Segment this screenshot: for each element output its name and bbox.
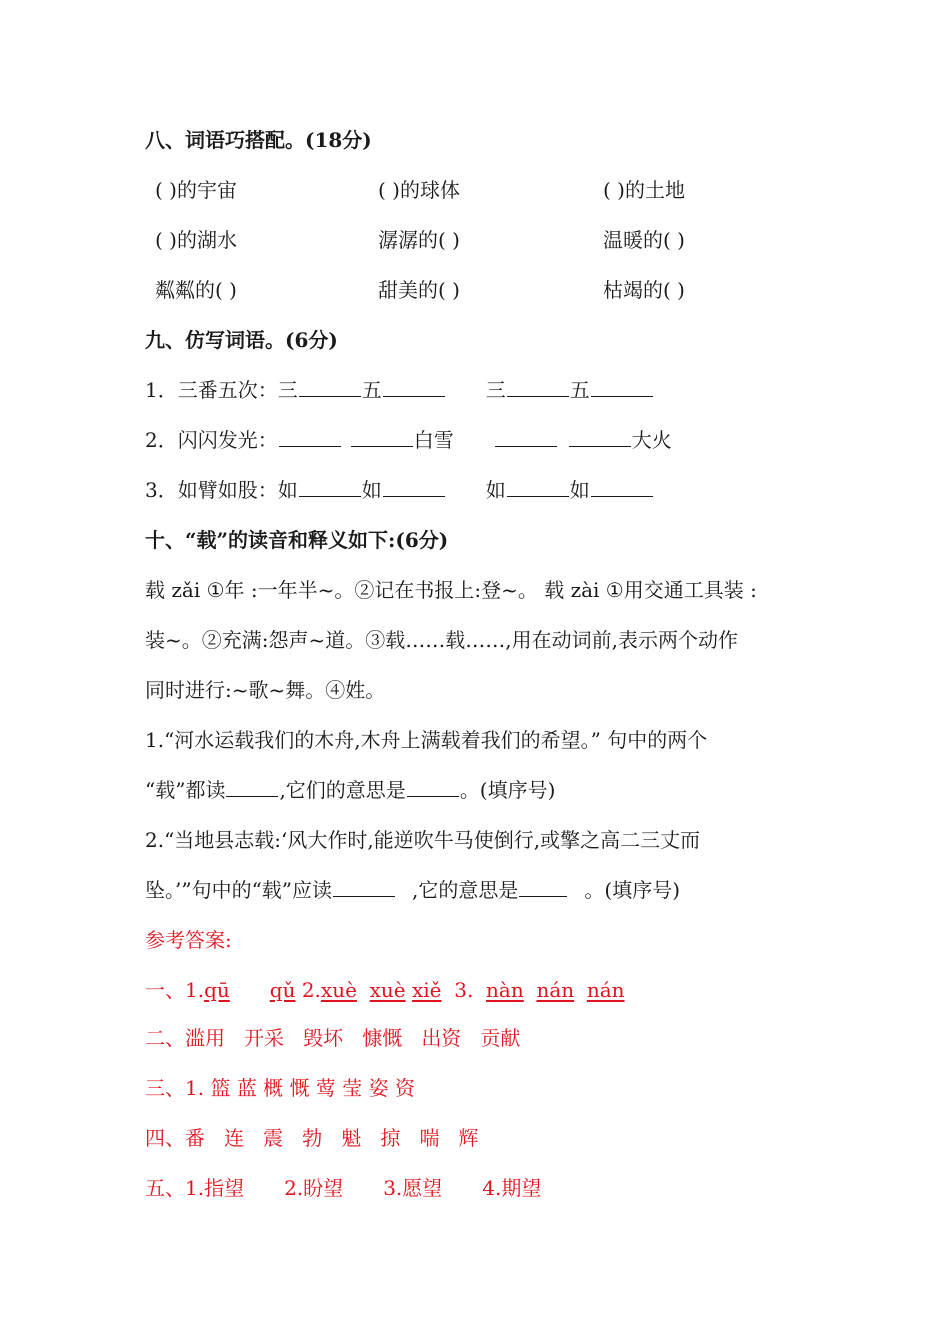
text: 。(填序号) (584, 878, 680, 902)
answer-char: 喘 (419, 1126, 440, 1150)
answer-blank[interactable] (383, 376, 445, 397)
answer-5 (145, 1174, 541, 1202)
q1-label: 1．三番五次： (145, 378, 278, 402)
answer-char: 蓝 (236, 1076, 257, 1100)
question-1-fill (145, 776, 555, 804)
section-10-title: 十、“载”的读音和释义如下:(6分) (145, 528, 449, 552)
question-2-line: 2.“当地县志载:‘风大作时,能逆吹牛马使倒行,或擎之高二三丈而 (145, 828, 701, 852)
answer-blank[interactable] (407, 776, 459, 797)
pinyin: qū (204, 978, 230, 1002)
answer-label: 三、1. (145, 1076, 205, 1100)
text: ,它的意思是 (412, 878, 519, 902)
char: 如 (569, 478, 590, 502)
answer-blank[interactable] (591, 376, 653, 397)
char: 如 (277, 478, 298, 502)
text: “载”都读 (145, 778, 226, 802)
pinyin: nán (536, 978, 575, 1002)
answer-4 (145, 1124, 479, 1152)
char: 三 (485, 378, 506, 402)
answer-word: 五、1.指望 (145, 1176, 245, 1200)
match-cell: ( )的湖水 (155, 228, 237, 252)
answer-word: 出资 (421, 1026, 462, 1050)
answer-blank[interactable] (226, 776, 278, 797)
pinyin: nàn (486, 978, 524, 1002)
word: 大火 (631, 428, 672, 452)
answer-char: 连 (224, 1126, 245, 1150)
text: 。(填序号) (459, 778, 556, 802)
question-2-fill (145, 876, 680, 904)
match-cell: ( )的球体 (378, 178, 460, 202)
char: 如 (485, 478, 506, 502)
answer-word: 4.期望 (482, 1176, 542, 1200)
q2-label: 2．闪闪发光： (145, 428, 278, 452)
answer-blank[interactable] (383, 476, 445, 497)
answer-word: 慷慨 (362, 1026, 403, 1050)
answer-blank[interactable] (279, 426, 341, 447)
answer-1 (145, 976, 625, 1004)
answer-char: 勃 (302, 1126, 323, 1150)
text: 坠。’”句中的“载”应读 (145, 878, 333, 902)
pinyin: xuè (369, 978, 406, 1002)
pinyin: nán (586, 978, 625, 1002)
match-cell: ( )的宇宙 (155, 178, 237, 202)
definition-line: 载 zǎi ①年 :一年半~。②记在书报上:登~。 载 zài ①用交通工具装 : (145, 578, 757, 602)
match-cell: 甜美的( ) (378, 278, 460, 302)
answer-word: 贡献 (480, 1026, 521, 1050)
imitate-q3 (145, 476, 654, 504)
answer-char: 莺 (315, 1076, 336, 1100)
q3-label: 3．如臂如股： (145, 478, 278, 502)
answer-3 (145, 1074, 415, 1102)
answer-char: 慨 (289, 1076, 310, 1100)
answer-word: 开采 (244, 1026, 285, 1050)
answer-blank[interactable] (507, 376, 569, 397)
answer-blank[interactable] (591, 476, 653, 497)
answer-word: 毁坏 (303, 1026, 344, 1050)
answer-blank[interactable] (507, 476, 569, 497)
answer-blank[interactable] (495, 426, 557, 447)
answer-label: 一、1. (145, 978, 205, 1002)
pinyin: xiě (412, 978, 442, 1002)
word: 白雪 (413, 428, 454, 452)
definition-line: 同时进行:~歌~舞。④姓。 (145, 678, 386, 702)
pinyin: qǔ (269, 978, 296, 1002)
answer-blank[interactable] (299, 476, 361, 497)
answers-title: 参考答案: (145, 928, 232, 952)
answer-blank[interactable] (351, 426, 413, 447)
answer-char: 魁 (341, 1126, 362, 1150)
answer-char: 篮 (210, 1076, 231, 1100)
answer-word: 2.盼望 (284, 1176, 344, 1200)
char: 五 (361, 378, 382, 402)
match-cell: 粼粼的( ) (155, 278, 237, 302)
section-9-title: 九、仿写词语。(6分) (145, 328, 338, 352)
match-cell: 枯竭的( ) (603, 278, 685, 302)
answer-label: 四、番 (145, 1126, 205, 1150)
match-cell: 潺潺的( ) (378, 228, 460, 252)
match-cell: ( )的土地 (603, 178, 685, 202)
answer-label: 3. (454, 978, 474, 1002)
answer-char: 概 (263, 1076, 284, 1100)
answer-blank[interactable] (333, 876, 395, 897)
char: 三 (277, 378, 298, 402)
answer-char: 资 (394, 1076, 415, 1100)
answer-char: 姿 (368, 1076, 389, 1100)
answer-char: 辉 (458, 1126, 479, 1150)
text: ,它们的意思是 (279, 778, 406, 802)
answer-blank[interactable] (519, 876, 567, 897)
answer-char: 莹 (342, 1076, 363, 1100)
answer-char: 震 (263, 1126, 284, 1150)
pinyin: xuè (320, 978, 357, 1002)
definition-line: 装~。②充满:怨声~道。③载……载……,用在动词前,表示两个动作 (145, 628, 738, 652)
answer-blank[interactable] (569, 426, 631, 447)
answer-word: 3.愿望 (383, 1176, 443, 1200)
answer-char: 掠 (380, 1126, 401, 1150)
answer-2 (145, 1024, 520, 1052)
char: 如 (361, 478, 382, 502)
section-8-title: 八、词语巧搭配。(18分) (145, 128, 372, 152)
answer-word: 二、滥用 (145, 1026, 225, 1050)
match-cell: 温暖的( ) (603, 228, 685, 252)
imitate-q1 (145, 376, 654, 404)
question-1-line: 1.“河水运载我们的木舟,木舟上满载着我们的希望。” 句中的两个 (145, 728, 708, 752)
imitate-q2 (145, 426, 672, 454)
answer-blank[interactable] (299, 376, 361, 397)
char: 五 (569, 378, 590, 402)
answer-label: 2. (301, 978, 321, 1002)
